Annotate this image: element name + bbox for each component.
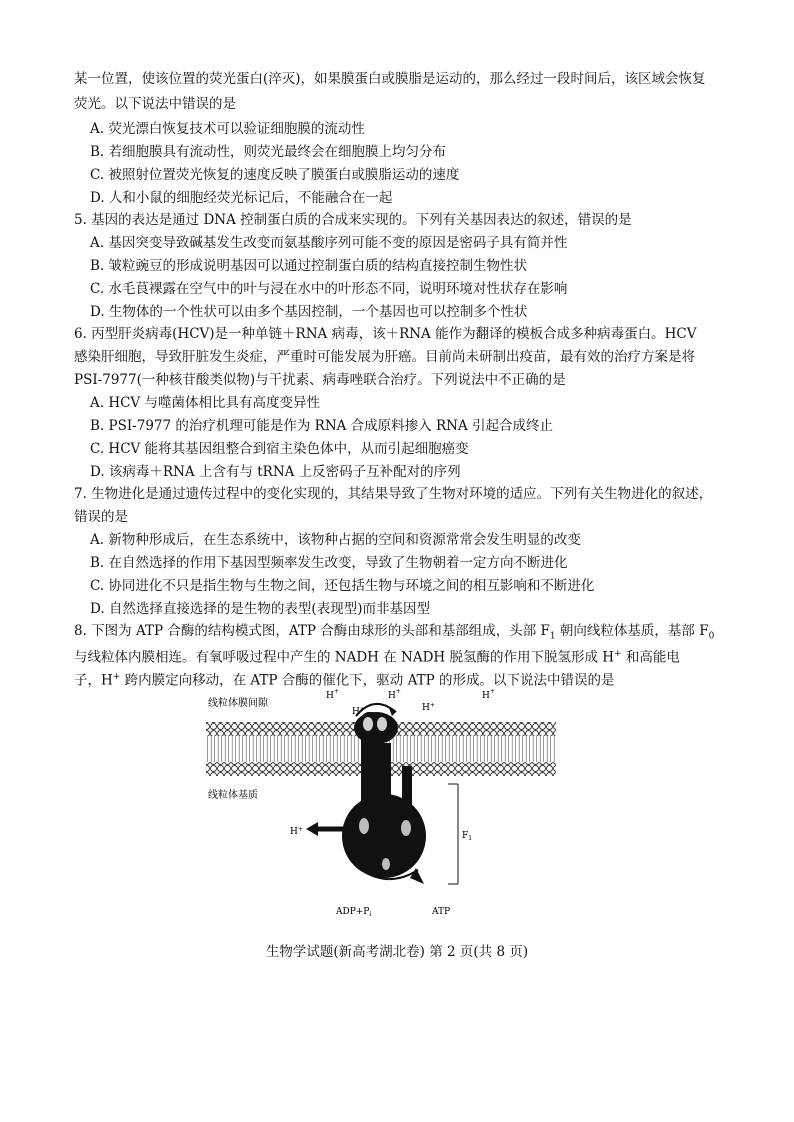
f1-label: $F_1$ <box>462 831 473 842</box>
label-matrix: 线粒体基质 <box>208 790 258 801</box>
q7-option-c: C. 协同进化不只是指生物与生物之间，还包括生物与环境之间的相互影响和不断进化 <box>90 578 595 594</box>
q7-option-d: D. 自然选择直接选择的是生物的表型(表现型)而非基因型 <box>90 601 430 617</box>
q8-line1-part-b: 朝向线粒体基质，基部 F <box>555 623 709 639</box>
q5-option-b: B. 皱粒豌豆的形成说明基因可以通过控制蛋白质的结构直接控制生物性状 <box>90 258 528 274</box>
h-plus-exit-arrow <box>306 822 344 836</box>
atp-synthase-diagram <box>196 688 566 924</box>
q4-option-c: C. 被照射位置荧光恢复的速度反映了膜蛋白或膜脂运动的速度 <box>90 167 460 183</box>
h-label-mid-2: H+ <box>422 702 435 713</box>
q8-line3-part-b: 跨内膜定向移动，在 ATP 合酶的催化下，驱动 ATP 的形成。以下说法中错误的是 <box>120 672 615 689</box>
q6-stem-line1: 6. 丙型肝炎病毒(HCV)是一种单链＋RNA 病毒，该＋RNA 能作为翻译的模板合成多种病毒蛋白。HCV <box>74 326 697 342</box>
h-label-top-3: H+ <box>482 688 495 701</box>
h-label-top-2: H+ <box>388 688 401 701</box>
q6-option-a: A. HCV 与噬菌体相比具有高度变异性 <box>90 395 320 411</box>
q6-option-c: C. HCV 能将其基因组整合到宿主染色体中，从而引起细胞癌变 <box>90 441 469 457</box>
q7-stem-line2: 错误的是 <box>74 509 128 525</box>
q4-option-d: D. 人和小鼠的细胞经荧光标记后，不能融合在一起 <box>90 190 393 206</box>
q8-line3-part-a: 子，H <box>74 672 113 689</box>
q8-line2-part-a: 与线粒体内膜相连。有氧呼吸过程中产生的 NADH 在 NADH 脱氢酶的作用下脱氢形成 H <box>74 649 615 666</box>
q8-stem-line1 <box>74 622 714 646</box>
f1-bracket <box>448 784 458 884</box>
f1-subscript: 1 <box>549 631 556 642</box>
q4-option-a: A. 荧光漂白恢复技术可以验证细胞膜的流动性 <box>90 121 365 137</box>
h-plus-superscript: + <box>614 649 622 659</box>
q6-stem-line3: PSI-7977(一种核苷酸类似物)与干扰素、病毒唑联合治疗。下列说法中不正确的是 <box>74 372 566 388</box>
h-label-left: H+ <box>290 826 303 837</box>
h-label-top-1: H+ <box>326 688 339 701</box>
q4-stem-line1: 某一位置，使该位置的荧光蛋白(淬灭)，如果膜蛋白或膜脂是运动的，那么经过一段时间后，该区域会恢复 <box>74 71 706 87</box>
page-footer: 生物学试题(新高考湖北卷) 第 2 页(共 8 页) <box>265 944 529 960</box>
h-plus-superscript-2: + <box>112 672 121 682</box>
q8-line1-part-a: 8. 下图为 ATP 合酶的结构模式图，ATP 合酶由球形的头部和基部组成，头部 F <box>74 623 550 639</box>
q5-option-c: C. 水毛茛裸露在空气中的叶与浸在水中的叶形态不同，说明环境对性状存在影响 <box>90 281 568 297</box>
q8-line2-part-b: 和高能电 <box>621 649 680 666</box>
h-label-mid-1: H+ <box>352 706 365 717</box>
q6-stem-line2: 感染肝细胞，导致肝脏发生炎症，严重时可能发展为肝癌。目前尚未研制出疫苗，最有效的治疗方案是将 <box>74 349 695 365</box>
q6-option-b: B. PSI-7977 的治疗机理可能是作为 RNA 合成原料掺入 RNA 引起合成终止 <box>90 418 553 434</box>
f0-subscript: 0 <box>708 631 715 642</box>
q7-stem-line1: 7. 生物进化是通过遗传过程中的变化实现的，其结果导致了生物对环境的适应。下列有关生物进化的叙述， <box>74 486 713 502</box>
q6-option-d: D. 该病毒＋RNA 上含有与 tRNA 上反密码子互补配对的序列 <box>90 464 461 480</box>
q5-option-a: A. 基因突变导致碱基发生改变而氨基酸序列可能不变的原因是密码子具有简并性 <box>90 235 568 251</box>
atp-label: ATP <box>432 907 451 917</box>
q5-option-d: D. 生物体的一个性状可以由多个基因控制，一个基因也可以控制多个性状 <box>90 304 528 320</box>
label-intermembrane-space: 线粒体膜间隙 <box>208 698 268 709</box>
q7-option-b: B. 在自然选择的作用下基因型频率发生改变，导致了生物朝着一定方向不断进化 <box>90 555 568 571</box>
q4-stem-line2: 荧光。以下说法中错误的是 <box>74 96 236 112</box>
q7-option-a: A. 新物种形成后，在生态系统中，该物种占据的空间和资源常常会发生明显的改变 <box>90 532 581 548</box>
q5-stem: 5. 基因的表达是通过 DNA 控制蛋白质的合成来实现的。下列有关基因表达的叙述，错误的是 <box>74 212 632 228</box>
q8-stem-line2 <box>74 645 680 667</box>
q8-stem-line3 <box>74 668 614 690</box>
adp-pi-label: $ADP+P_i$ <box>336 907 372 918</box>
q4-option-b: B. 若细胞膜具有流动性，则荧光最终会在细胞膜上均匀分布 <box>90 144 447 160</box>
